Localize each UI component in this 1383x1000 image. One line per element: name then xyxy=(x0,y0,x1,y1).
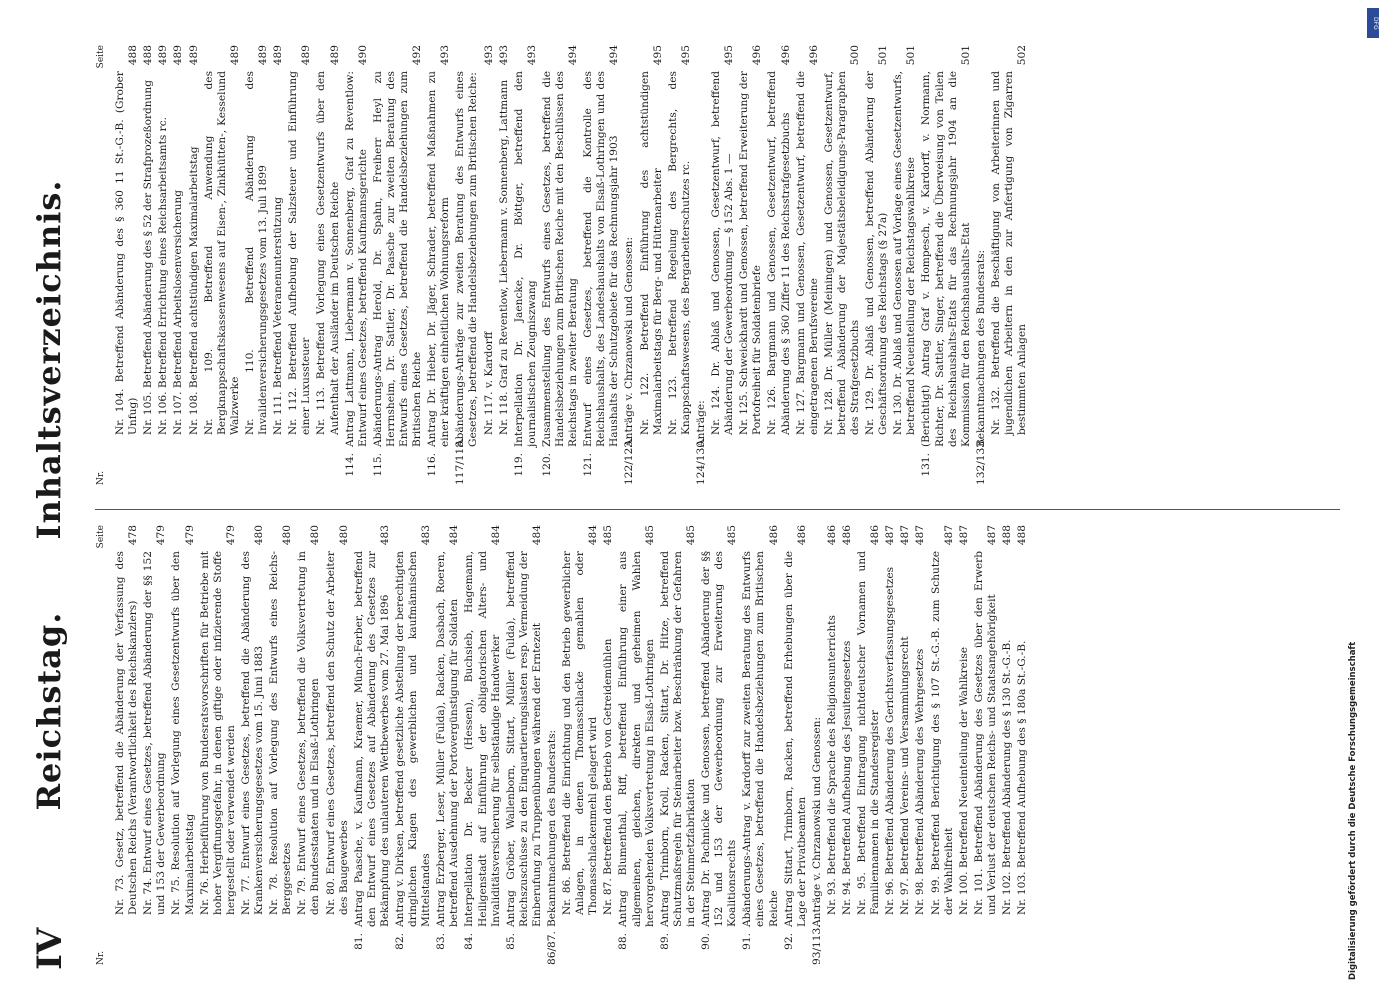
page-title xyxy=(30,60,68,930)
entry-page: 502 xyxy=(1016,45,1029,66)
entry-number xyxy=(203,447,242,485)
entry-page: 483 xyxy=(378,525,391,546)
dfg-logo: DFG xyxy=(1367,8,1379,38)
entry-list xyxy=(114,525,1029,965)
page-number: IV xyxy=(30,927,70,970)
toc-entry xyxy=(892,45,918,485)
toc-entry xyxy=(958,525,971,965)
entry-number: 81. xyxy=(352,933,365,950)
entry-number: 114. xyxy=(343,453,356,477)
toc-entry xyxy=(823,45,862,485)
toc-entry xyxy=(296,525,322,965)
entry-number xyxy=(892,447,918,485)
entry-number xyxy=(287,447,313,485)
entry-page: 486 xyxy=(869,525,882,546)
entry-page: 478 xyxy=(127,525,140,546)
entry-text: Nr. 94. Betreffend Aufhebung des Jesuitengesetzes xyxy=(840,640,853,915)
entry-text: Antrag Blumenthal, Riff, betreffend Einführung einer aus allgemeinen, gleichen, direkten und geheimen Wahlen hervorgehenden Volksvertretung in Elsaß-Lothringen xyxy=(617,551,656,927)
toc-entry xyxy=(372,45,424,485)
entry-text: Antrag Gröber, Wallenborn, Sittart, Müller (Fulda), betreffend Reichszuschüsse zu den Einquartierungslasten resp. Vermeidung der Einberufung zu Truppenübungen während der Erntezeit xyxy=(504,551,543,927)
entry-page: 486 xyxy=(825,525,838,546)
entry-page: 495 xyxy=(723,45,736,66)
entry-text: Entwurf eines Gesetzes, betreffend die Kontrolle des Reichshaushalts, des Landeshaushalts von Elsaß-Lothringen und des Haushalts der Schutzgebiete für das Rechnungsjahr 1903 xyxy=(582,71,621,447)
entry-text: Abänderungs-Antrag v. Kardorff zur zweiten Beratung des Entwurfs eines Gesetzes, betreffend die Handelsbeziehungen zum Britischen Reiche xyxy=(741,551,780,927)
entry-text: Abänderungs-Antrag Herold, Dr. Spahn, Freiherr Heyl zu Herrnsheim, Dr. Sattler, Dr. Paasche zur zweiten Beratung des Entwurfs eines Gesetzes, betreffend die Handelsbeziehungen zum Britischen Reiche xyxy=(371,71,424,447)
entry-number: 86/87. xyxy=(546,931,558,965)
entry-number xyxy=(841,927,854,965)
entry-text: Bekanntmachungen des Bundesrats: xyxy=(974,249,987,447)
entry-page: 496 xyxy=(751,45,764,66)
entry-text: Antrag Sittart, Trimborn, Racken, betreffend Erhebungen über die Lage der Privatbeamten xyxy=(782,551,808,927)
entry-page: 486 xyxy=(840,525,853,546)
entry-text: Nr. 113. Betreffend Vorlegung eines Gesetzentwurfs über den Aufenthalt der Ausländer im Deutschen Reiche xyxy=(315,71,341,435)
entry-text: Nr. 75. Resolution auf Vorlegung eines Gesetzentwurfs über den Maximalarbeitstag xyxy=(170,551,196,915)
title-left: Reichstag. xyxy=(30,611,68,811)
entry-number xyxy=(170,927,196,965)
entry-number xyxy=(973,927,999,965)
toc-entry xyxy=(268,525,294,965)
entry-number xyxy=(268,927,294,965)
entry-number xyxy=(823,447,862,485)
entry-page: 483 xyxy=(420,525,433,546)
toc-entry xyxy=(920,45,972,485)
entry-page: 494 xyxy=(567,45,580,66)
entry-text: Nr. 86. Betreffend die Einrichtung und den Betrieb gewerblicher Anlagen, in denen Thomasschlacke gemahlen oder Thomasschlackenmehl gelagert wird xyxy=(561,551,600,915)
toc-entry xyxy=(199,525,238,965)
toc-entry xyxy=(914,525,927,965)
entry-number xyxy=(498,447,511,485)
toc-entry xyxy=(930,525,956,965)
toc-entry xyxy=(695,45,708,485)
nr-label: Nr. xyxy=(96,470,106,485)
entry-page: 493 xyxy=(497,45,510,66)
entry-number: 85. xyxy=(504,933,517,950)
entry-page: 485 xyxy=(643,525,656,546)
entry-number: 121. xyxy=(582,453,595,477)
entry-page: 484 xyxy=(530,525,543,546)
toc-entry xyxy=(244,45,270,485)
entry-text: Nr. 107. Betreffend Arbeitslosenversicherung xyxy=(172,189,185,435)
entry-number xyxy=(157,447,170,485)
entry-page: 487 xyxy=(899,525,912,546)
toc-entry xyxy=(841,525,854,965)
entry-text: Nr. 104. Betreffend Abänderung des § 360 11 St.-G.-B. (Grober Unfug) xyxy=(114,71,140,435)
toc-entry xyxy=(710,45,736,485)
entry-page: 487 xyxy=(884,525,897,546)
entry-number xyxy=(142,927,168,965)
toc-entry xyxy=(795,45,821,485)
entry-text: Nr. 103. Betreffend Aufhebung des § 180a St.-G.-B. xyxy=(1016,640,1029,915)
entry-number: 88. xyxy=(617,933,630,950)
entry-text: Nr. 118. Graf zu Reventlow, Liebermann v. Sonnenberg, Lattmann xyxy=(497,79,510,435)
entry-text: Nr. 110. Betreffend Abänderung des Invalidenversicherungsgesetzes vom 13. Juli 1899 xyxy=(243,71,270,435)
entry-text: Nr. 95. Betreffend Eintragung nichtdeutscher Vornamen und Familiennamen in die Standesregister xyxy=(856,551,882,915)
toc-entry xyxy=(659,525,698,965)
entry-number xyxy=(884,927,897,965)
entry-text: Nr. 80. Entwurf eines Gesetzes, betreffend den Schutz der Arbeiter des Baugewerbes xyxy=(324,551,350,915)
entry-text: Nr. 109. Betreffend Anwendung des Bergknappschaftskassenwesens auf Eisen-, Zinkhütten-, Kesselund Walzwerke xyxy=(202,71,241,435)
entry-text: Nr. 76. Herbeiführung von Bundesratsvorschriften für Betriebe mit hoher Vergiftungsgefahr, in denen giftige oder infizierende Stoffe hergestellt oder verwendet werden xyxy=(198,551,237,915)
toc-entry xyxy=(623,45,636,485)
toc-entry xyxy=(463,525,502,965)
toc-entry xyxy=(505,525,544,965)
toc-entry xyxy=(114,45,140,485)
entry-text: Nr. 79. Entwurf eines Gesetzes, betreffend die Volksvertretung in den Bundesstaaten und in Elsaß-Lothringen xyxy=(296,551,322,915)
entry-text: Nr. 73. Gesetz, betreffend die Abänderung der Verfassung des Deutschen Reichs (Verantwortlichkeit des Reichskanzlers) xyxy=(114,551,140,915)
toc-entry xyxy=(741,525,780,965)
toc-entry xyxy=(426,45,452,485)
entry-page: 489 xyxy=(328,45,341,66)
entry-number xyxy=(561,927,600,965)
entry-number xyxy=(667,447,693,485)
entry-text: Nr. 93. Betreffend die Sprache des Religionsunterrichts xyxy=(825,615,838,915)
entry-text: Nr. 126. Bargmann und Genossen, Gesetzentwurf, betreffend Abänderung des § 360 Ziffer 11 des Reichsstrafgesetzbuchs xyxy=(766,71,792,435)
entry-page: 495 xyxy=(651,45,664,66)
seite-label: Seite xyxy=(96,525,106,549)
toc-entry xyxy=(454,45,480,485)
entry-number xyxy=(766,447,792,485)
entry-text: Antrag Dr. Pachnicke und Genossen, betreffend Abänderung der §§ 152 und 153 der Gewerbeordnung zur Erweiterung des Koalitionsrechts xyxy=(700,551,739,927)
entry-page: 487 xyxy=(942,525,955,546)
entry-number xyxy=(325,927,351,965)
entry-number: 84. xyxy=(463,933,476,950)
entry-page: 480 xyxy=(309,525,322,546)
entry-text: Nr. 125. Schweickhardt und Genossen, betreffend Erweiterung der Portofreiheit für Soldatenbriefe xyxy=(738,71,764,435)
entry-page: 492 xyxy=(411,45,424,66)
entry-text: Antrag Lattmann, Liebermann v. Sonnenberg, Graf zu Reventlow: Entwurf eines Gesetzes, betreffend Kaufmannsgerichte xyxy=(343,71,369,447)
entry-number xyxy=(639,447,665,485)
toc-entry xyxy=(738,45,764,485)
entry-text: Nr. 108. Betreffend achtstündigen Maximalarbeitstag xyxy=(187,146,200,435)
entry-page: 479 xyxy=(224,525,237,546)
entry-text: Antrag Paasche, v. Kaufmann, Kraemer, Münch-Ferber, betreffend den Entwurf eines Gesetzes auf Abänderung des Gesetzes zur Bekämpfung des unlauteren Wettbewerbes vom 27. Mai 1896 xyxy=(352,551,391,927)
entry-page: 488 xyxy=(142,45,155,66)
entry-number: 91. xyxy=(741,933,754,950)
entry-page: 496 xyxy=(807,45,820,66)
toc-entry xyxy=(639,45,665,485)
entry-text: Antrag v. Dirksen, betreffend gesetzliche Abstellung der berechtigten dringlichen Klagen des gewerblichen und kaufmännischen Mittelstandes xyxy=(393,551,433,927)
entry-text: Anträge v. Chrzanowski und Genossen: xyxy=(810,716,823,927)
entry-page: 490 xyxy=(356,45,369,66)
entry-number xyxy=(114,447,140,485)
column-divider xyxy=(95,509,1340,510)
toc-entry xyxy=(353,525,392,965)
nr-label: Nr. xyxy=(96,950,106,965)
entry-page: 479 xyxy=(155,525,168,546)
entry-page: 484 xyxy=(587,525,600,546)
entry-text: Nr. 74. Entwurf eines Gesetzes, betreffend Abänderung der §§ 152 und 153 der Gewerbeordnung xyxy=(142,551,168,915)
entry-number xyxy=(856,927,882,965)
entry-text: Nr. 97. Betreffend Vereins- und Versammlungsrecht xyxy=(899,636,912,915)
entry-page: 489 xyxy=(157,45,170,66)
toc-entry xyxy=(498,45,511,485)
entry-number xyxy=(114,927,140,965)
toc-entry xyxy=(315,45,341,485)
entry-text: Nr. 130. Dr. Ablaß und Genossen auf Vorlage eines Gesetzentwurfs, betreffend Neueinteilung der Reichstagswahlkreise xyxy=(892,71,918,435)
toc-entry xyxy=(617,525,656,965)
entry-number: 90. xyxy=(700,933,713,950)
entry-page: 494 xyxy=(608,45,621,66)
entry-page: 493 xyxy=(482,45,495,66)
entry-page: 485 xyxy=(602,525,615,546)
entry-page: 487 xyxy=(985,525,998,546)
toc-entry xyxy=(1016,525,1029,965)
entry-page: 485 xyxy=(684,525,697,546)
toc-entry xyxy=(667,45,693,485)
entry-page: 486 xyxy=(795,525,808,546)
right-column xyxy=(95,45,1031,485)
entry-page: 489 xyxy=(272,45,285,66)
entry-number xyxy=(142,447,155,485)
entry-page: 489 xyxy=(187,45,200,66)
toc-entry xyxy=(541,45,580,485)
entry-text: Nr. 124. Dr. Ablaß und Genossen, Gesetzentwurf, betreffend Abänderung der Gewerbeordnung — § 152 Abs. 1 — xyxy=(710,71,736,435)
left-column xyxy=(95,525,1031,965)
entry-number: 122/123. xyxy=(623,437,636,485)
entry-text: Bekanntmachungen des Bundesrats: xyxy=(546,729,558,927)
entry-number xyxy=(1016,927,1029,965)
entry-page: 479 xyxy=(183,525,196,546)
entry-number xyxy=(199,927,238,965)
toc-entry xyxy=(142,45,155,485)
toc-entry xyxy=(582,45,621,485)
entry-number xyxy=(990,447,1029,485)
toc-entry xyxy=(240,525,266,965)
entry-number: 117/118. xyxy=(454,437,467,485)
column-header xyxy=(95,45,108,485)
entry-page: 493 xyxy=(525,45,538,66)
entry-page: 488 xyxy=(127,45,140,66)
toc-entry xyxy=(783,525,809,965)
toc-entry xyxy=(899,525,912,965)
entry-text: Nr. 123. Betreffend Regelung des Bergrechts, des Knappschaftswesens, des Bergarbeiterschutzes rc. xyxy=(666,71,692,435)
entry-number: 120. xyxy=(540,453,553,477)
toc-entry xyxy=(203,45,242,485)
entry-text: Zusammenstellung des Entwurfs eines Gesetzes, betreffend die Handelsbeziehungen zum Britischen Reiche mit den Beschlüssen des Reichstags in zweiter Beratung xyxy=(540,71,580,447)
entry-page: 489 xyxy=(257,45,270,66)
entry-number xyxy=(1001,927,1014,965)
entry-page: 489 xyxy=(228,45,241,66)
entry-number xyxy=(296,927,322,965)
entry-number xyxy=(826,927,839,965)
entry-number xyxy=(483,447,496,485)
toc-entry xyxy=(272,45,285,485)
entry-page: 489 xyxy=(300,45,313,66)
toc-entry xyxy=(344,45,370,485)
entry-number: 132/133. xyxy=(974,437,987,485)
seite-label: Seite xyxy=(96,45,106,69)
entry-text: (Berichtigt) Antrag Graf v. Hompesch, v. Kardorff, v. Normann, Richter, Dr. Sattler, Singer, betreffend die Überweisung von Teilen des Reichshaushalts-Etats für das Rechnungsjahr 1904 an die Kommission für den Reichshaushalts-Etat xyxy=(920,71,972,447)
entry-text: Nr. 105. Betreffend Abänderung des § 52 der Strafprozeßordnung xyxy=(142,79,155,435)
entry-text: Nr. 87. Betreffend den Betrieb von Getreidemühlen xyxy=(602,638,615,915)
toc-entry xyxy=(483,45,496,485)
entry-page: 487 xyxy=(914,525,927,546)
toc-entry xyxy=(394,525,433,965)
entry-text: Antrag Dr. Hieber, Dr. Jäger, Schrader, betreffend Maßnahmen zu einer kräftigen einheitlichen Wohnungsreform xyxy=(426,71,452,447)
entry-number: 115. xyxy=(371,453,384,477)
entry-number: 92. xyxy=(782,933,795,950)
entry-page: 488 xyxy=(1001,525,1013,546)
entry-text: Anträge: xyxy=(694,400,707,447)
entry-page: 500 xyxy=(848,45,861,66)
entry-text: Nr. 100. Betreffend Neueinteilung der Wahlkreise xyxy=(957,646,970,915)
toc-entry xyxy=(884,525,897,965)
entry-text: Nr. 98. Betreffend Abänderung des Wehrgesetzes xyxy=(914,648,927,915)
entry-text: Nr. 128. Dr. Müller (Meiningen) und Genossen, Gesetzentwurf, betreffend Abänderung der Majestätsbeleidigungs-Paragraphen des Strafgesetzbuchs xyxy=(822,71,861,435)
entry-list xyxy=(114,45,1029,485)
digitization-text: Digitalisierung gefördert durch die Deutsche Forschungsgemeinschaft xyxy=(1348,641,1358,980)
toc-entry xyxy=(811,525,824,965)
entry-page: 488 xyxy=(1016,525,1029,546)
entry-number xyxy=(958,927,971,965)
entry-text: Nr. 77. Entwurf eines Gesetzes, betreffend die Abänderung des Krankenversicherungsgesetzes vom 15. Juni 1883 xyxy=(239,551,266,915)
entry-page: 496 xyxy=(779,45,792,66)
entry-text: Nr. 101. Betreffend Abänderung des Gesetzes über den Erwerb und Verlust der deutschen Reichs- und Staatsangehörigkeit xyxy=(972,551,998,915)
entry-page: 486 xyxy=(767,525,780,546)
title-right: Inhaltsverzeichnis. xyxy=(30,179,68,540)
toc-entry xyxy=(561,525,600,965)
toc-entry xyxy=(975,45,988,485)
toc-entry xyxy=(766,45,792,485)
entry-text: Nr. 111. Betreffend Veteranenunterstützung xyxy=(272,196,285,435)
entry-text: Nr. 78. Resolution auf Vorlegung des Entwurfs eines Reichs-Berggesetzes xyxy=(268,551,294,915)
entry-number xyxy=(172,447,185,485)
entry-text: Abänderungs-Anträge zur zweiten Beratung des Entwurfs eines Gesetzes, betreffend die Handelsbeziehungen zum Britischen Reiche: xyxy=(454,71,480,447)
entry-page: 480 xyxy=(253,525,266,546)
entry-number xyxy=(738,447,764,485)
entry-number xyxy=(864,447,890,485)
toc-entry xyxy=(325,525,351,965)
entry-number xyxy=(795,447,821,485)
entry-number: 131. xyxy=(920,453,933,477)
entry-number xyxy=(914,927,927,965)
toc-entry xyxy=(700,525,739,965)
toc-entry xyxy=(172,45,185,485)
entry-number xyxy=(899,927,912,965)
toc-entry xyxy=(513,45,539,485)
toc-entry xyxy=(864,45,890,485)
entry-text: Nr. 112. Betreffend Aufhebung der Salzsteuer und Einführung einer Luxussteuer xyxy=(287,71,313,435)
entry-number xyxy=(930,927,956,965)
entry-text: Nr. 99. Betreffend Berichtigung des § 107 St.-G.-B. zum Schutze der Wahlfreiheit xyxy=(929,551,955,915)
entry-page: 501 xyxy=(877,45,890,66)
entry-page: 489 xyxy=(172,45,185,66)
entry-number: 116. xyxy=(426,453,439,477)
entry-page: 484 xyxy=(489,525,502,546)
toc-entry xyxy=(1001,525,1014,965)
entry-text: Nr. 127. Bargmann und Genossen, Gesetzentwurf, betreffend die eingetragenen Berufsvereine xyxy=(794,71,820,435)
toc-entry xyxy=(188,45,201,485)
entry-number: 82. xyxy=(393,933,406,950)
entry-text: Nr. 122. Betreffend Einführung des achtstündigen Maximalarbeitstags für Berg- und Hüttenarbeiter xyxy=(638,71,664,435)
entry-number xyxy=(244,447,270,485)
toc-entry xyxy=(114,525,140,965)
entry-text: Nr. 117. v. Kardorff xyxy=(482,331,495,435)
entry-number: 83. xyxy=(435,933,448,950)
entry-page: 485 xyxy=(726,525,739,546)
entry-text: Interpellation Dr. Jaencke, Dr. Böttger, betreffend den journalistischen Zeugniszwang xyxy=(512,71,538,447)
toc-entry xyxy=(856,525,882,965)
toc-entry xyxy=(546,525,559,965)
entry-number xyxy=(602,927,615,965)
entry-page: 493 xyxy=(439,45,452,66)
toc-entry xyxy=(602,525,615,965)
entry-text: Nr. 132. Betreffend die Beschäftigung von Arbeiterinnen und jugendlichen Arbeitern in den zur Anfertigung von Zigarren bestimmten Anlagen xyxy=(989,71,1029,435)
entry-page: 480 xyxy=(281,525,294,546)
toc-entry xyxy=(170,525,196,965)
toc-entry xyxy=(142,525,168,965)
entry-page: 501 xyxy=(959,45,972,66)
entry-text: Nr. 106. Betreffend Errichtung eines Reichsarbeitsamts rc. xyxy=(157,116,170,435)
entry-number xyxy=(188,447,201,485)
entry-page: 495 xyxy=(679,45,692,66)
toc-entry xyxy=(157,45,170,485)
entry-text: Anträge v. Chrzanowski und Genossen: xyxy=(623,236,636,447)
toc-entry xyxy=(826,525,839,965)
entry-number: 119. xyxy=(512,453,525,477)
toc-entry xyxy=(287,45,313,485)
column-header xyxy=(95,525,108,965)
entry-text: Nr. 102. Betreffend Abänderung des § 130 St.-G.-B. xyxy=(1001,639,1013,915)
entry-number xyxy=(710,447,736,485)
entry-page: 480 xyxy=(337,525,350,546)
entry-number: 89. xyxy=(658,933,671,950)
entry-text: Antrag Erzberger, Leser, Müller (Fulda), Racken, Dasbach, Roeren, betreffend Ausdehnung der Portovergünstigung für Soldaten xyxy=(435,551,461,927)
entry-text: Interpellation Dr. Becker (Hessen), Buchsieb, Hagemann, Heiligenstadt auf Einführung der obligatorischen Alters- und Invaliditätsversicherung für selbständige Handwerker xyxy=(463,551,502,927)
digitization-note xyxy=(1348,20,1378,980)
entry-number xyxy=(240,927,266,965)
entry-text: Antrag Trimborn, Kroll, Racken, Sittart, Dr. Hitze, betreffend Schutzmaßregeln für Steinarbeiter bzw. Beschränkung der Gefahren in der Steinmetzfabrikation xyxy=(658,551,697,927)
entry-page: 501 xyxy=(905,45,918,66)
entry-page: 484 xyxy=(448,525,461,546)
toc-entry xyxy=(973,525,999,965)
toc-entry xyxy=(435,525,461,965)
entry-page: 487 xyxy=(957,525,970,546)
entry-text: Nr. 96. Betreffend Abänderung des Gerichtsverfassungsgesetzes xyxy=(884,566,897,915)
toc-entry xyxy=(990,45,1029,485)
entry-text: Nr. 129. Dr. Ablaß und Genossen, betreffend Abänderung der Geschäftsordnung des Reichstags (§ 27a) xyxy=(864,71,890,435)
entry-number: 93/113. xyxy=(810,924,823,965)
entry-number: 124/130. xyxy=(694,437,707,485)
entry-number xyxy=(315,447,341,485)
entry-number xyxy=(272,447,285,485)
